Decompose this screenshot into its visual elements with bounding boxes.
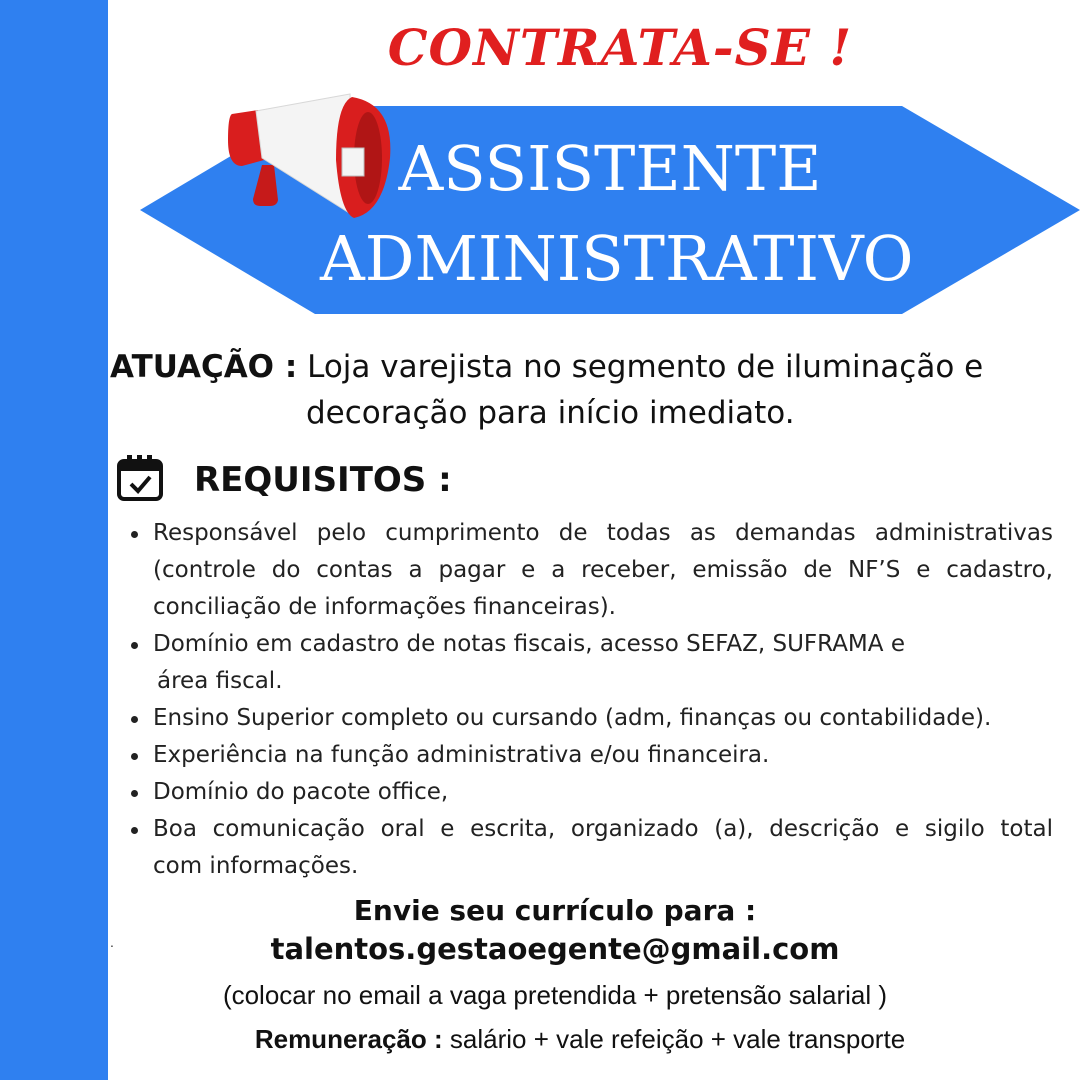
requirement-item [153,737,1053,774]
stray-dot: . [110,934,114,950]
requirement-item [153,515,1053,626]
side-bar [0,0,108,1080]
headline: CONTRATA-SE ! [387,18,853,77]
calendar-check-icon [114,453,168,507]
requirement-line: Responsável pelo cumprimento de todas as demandas administrativas [153,520,1053,546]
requirement-item [153,700,1053,737]
atuacao-text-line2: decoração para início imediato. [306,395,795,431]
requirement-line: Domínio em cadastro de notas fiscais, acesso SEFAZ, SUFRAMA e [153,631,905,657]
requisitos-header [114,452,452,508]
atuacao-text-line1: Loja varejista no segmento de iluminação e [297,349,984,385]
requirement-line: Ensino Superior completo ou cursando (adm, finanças ou contabilidade). [153,705,992,731]
requirement-item [153,626,1053,700]
remuneration [150,1024,1010,1055]
requirement-line: Experiência na função administrativa e/ou financeira. [153,742,770,768]
job-title-line1: ASSISTENTE [398,132,822,205]
requirement-line: com informações. [153,853,359,879]
requirement-line: conciliação de informações financeiras). [153,594,616,620]
requirement-line: área fiscal. [157,668,283,694]
requirement-line: (controle do contas a pagar e a receber, emissão de NF’S e cadastro, [153,557,1053,583]
requirement-line: Domínio do pacote office, [153,779,449,805]
requirement-line: Boa comunicação oral e escrita, organizado (a), descrição e sigilo total [153,816,1053,842]
atuacao-section [110,344,1070,436]
remuneration-value: salário + vale refeição + vale transporte [442,1024,906,1054]
remuneration-label: Remuneração : [254,1024,443,1054]
atuacao-label: ATUAÇÃO : [110,349,298,385]
megaphone-icon [222,92,402,232]
send-cv-label: Envie seu currículo para : [353,894,757,927]
contact-email[interactable]: talentos.gestaoegente@gmail.com [270,932,840,966]
requirement-item [153,774,1053,811]
email-instructions: (colocar no email a vaga pretendida + pretensão salarial ) [222,980,888,1010]
requirement-item [153,811,1053,885]
job-title-line2: ADMINISTRATIVO [320,222,914,295]
requisitos-title: REQUISITOS : [194,460,452,500]
requirements-list [153,515,1053,885]
